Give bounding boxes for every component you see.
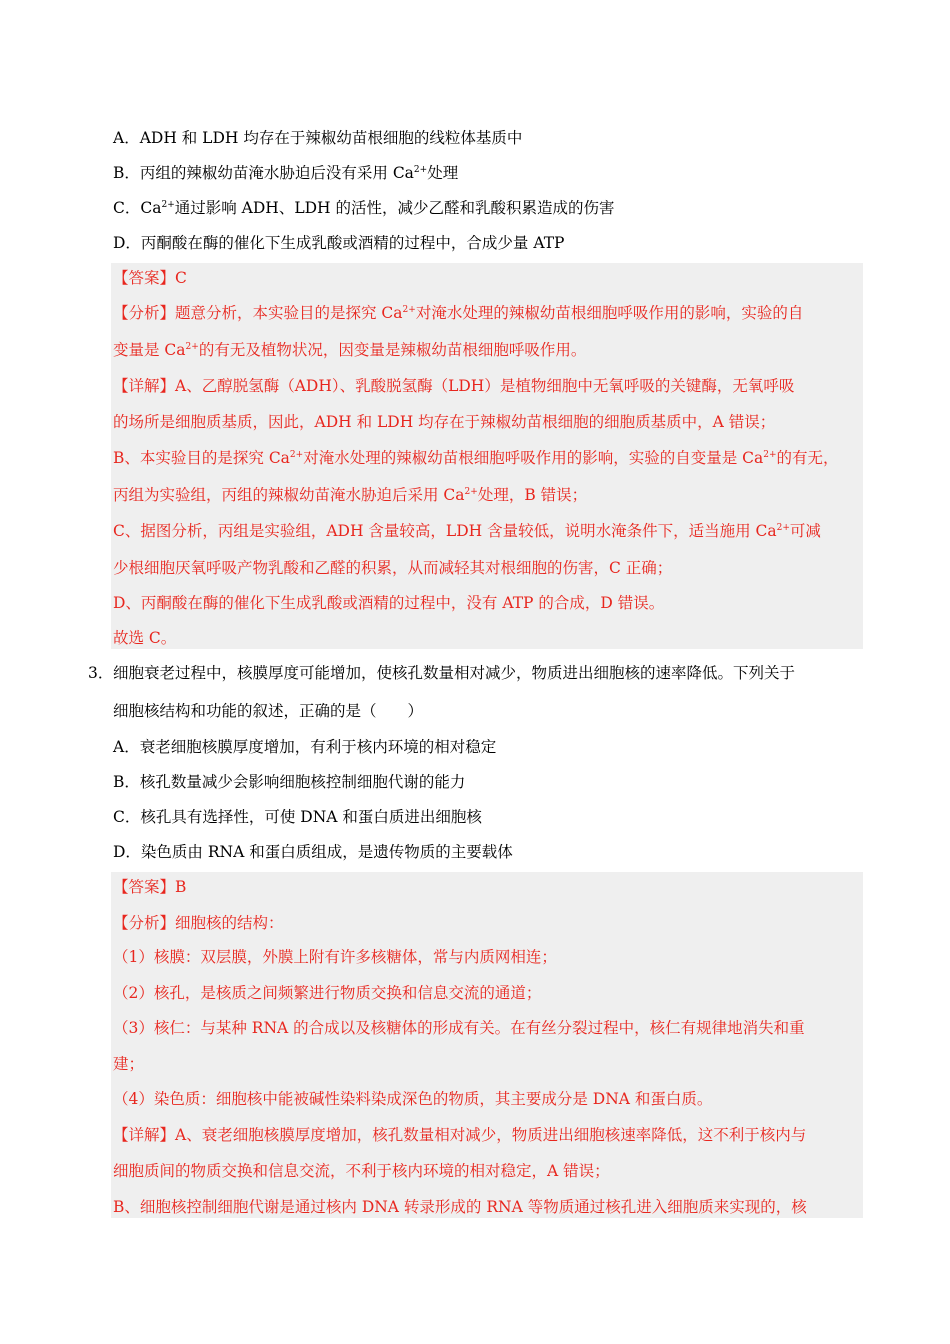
q3-analysis-line-1: 【分析】细胞核的结构： — [113, 914, 284, 932]
q3-analysis-line-2: （1）核膜：双层膜，外膜上附有许多核糖体，常与内质网相连； — [113, 948, 557, 966]
q3-detail-line-3: B、细胞核控制细胞代谢是通过核内 DNA 转录形成的 RNA 等物质通过核孔进入细胞质来实现的，核 — [113, 1198, 807, 1216]
q2-detail-line-3: B、本实验目的是探究 $Ca^{2+}$对淹水处理的辣椒幼苗根细胞呼吸作用的影响，实验的自变量是 $Ca^{2+}$的有无， — [113, 449, 839, 467]
q3-stem-line-1: 细胞衰老过程中，核膜厚度可能增加，使核孔数量相对减少，物质进出细胞核的速率降低。下列关于 — [113, 664, 796, 682]
q2-answer: 【答案】C — [113, 269, 187, 287]
q2-conclusion: 故选 C。 — [113, 629, 177, 647]
q2-detail-line-4: 丙组为实验组，丙组的辣椒幼苗淹水胁迫后采用 $Ca^{2+}$处理，B 错误； — [113, 486, 588, 504]
q2-option-c: C．$Ca^{2+}$通过影响 ADH、LDH 的活性，减少乙醛和乳酸积累造成的伤害 — [113, 199, 615, 217]
q3-analysis-line-5: 建； — [113, 1055, 145, 1073]
q2-detail-line-7: D、丙酮酸在酶的催化下生成乳酸或酒精的过程中，没有 ATP 的合成，D 错误。 — [113, 594, 665, 612]
q3-option-b: B．核孔数量减少会影响细胞核控制细胞代谢的能力 — [113, 773, 466, 791]
q2-analysis-line-1: 【分析】题意分析，本实验目的是探究 $Ca^{2+}$对淹水处理的辣椒幼苗根细胞呼吸作用的影响，实验的自 — [113, 304, 804, 322]
q2-detail-line-5: C、据图分析，丙组是实验组，ADH 含量较高，LDH 含量较低，说明水淹条件下，适当施用 $Ca^{2+}$可减 — [113, 522, 821, 540]
q3-option-a: A．衰老细胞核膜厚度增加，有利于核内环境的相对稳定 — [113, 738, 497, 756]
q3-analysis-line-4: （3）核仁：与某种 RNA 的合成以及核糖体的形成有关。在有丝分裂过程中，核仁有规律地消失和重 — [113, 1019, 805, 1037]
q2-detail-line-2: 的场所是细胞质基质，因此，ADH 和 LDH 均存在于辣椒幼苗根细胞的细胞质基质中，A 错误； — [113, 413, 776, 431]
q3-stem-line-2: 细胞核结构和功能的叙述，正确的是（ ） — [113, 702, 424, 720]
q3-analysis-line-3: （2）核孔，是核质之间频繁进行物质交换和信息交流的通道； — [113, 984, 542, 1002]
q3-detail-line-1: 【详解】A、衰老细胞核膜厚度增加，核孔数量相对减少，物质进出细胞核速率降低，这不利于核内与 — [113, 1126, 807, 1144]
q3-number: 3． — [88, 664, 114, 682]
q3-analysis-line-6: （4）染色质：细胞核中能被碱性染料染成深色的物质，其主要成分是 DNA 和蛋白质。 — [113, 1090, 713, 1108]
q2-option-b: B．丙组的辣椒幼苗淹水胁迫后没有采用 $Ca^{2+}$处理 — [113, 164, 459, 182]
q3-answer: 【答案】B — [113, 878, 187, 896]
q3-option-c: C．核孔具有选择性，可使 DNA 和蛋白质进出细胞核 — [113, 808, 482, 826]
q2-option-d: D．丙酮酸在酶的催化下生成乳酸或酒精的过程中，合成少量 ATP — [113, 234, 565, 252]
q2-detail-line-6: 少根细胞厌氧呼吸产物乳酸和乙醛的积累，从而减轻其对根细胞的伤害，C 正确； — [113, 559, 673, 577]
q2-analysis-line-2: 变量是 $Ca^{2+}$的有无及植物状况，因变量是辣椒幼苗根细胞呼吸作用。 — [113, 341, 587, 359]
q2-option-a: A．ADH 和 LDH 均存在于辣椒幼苗根细胞的线粒体基质中 — [113, 129, 523, 147]
q3-option-d: D．染色质由 RNA 和蛋白质组成，是遗传物质的主要载体 — [113, 843, 513, 861]
q2-detail-line-1: 【详解】A、乙醇脱氢酶（ADH）、乳酸脱氢酶（LDH）是植物细胞中无氧呼吸的关键酶，无氧呼吸 — [113, 377, 795, 395]
q3-detail-line-2: 细胞质间的物质交换和信息交流，不利于核内环境的相对稳定，A 错误； — [113, 1162, 610, 1180]
